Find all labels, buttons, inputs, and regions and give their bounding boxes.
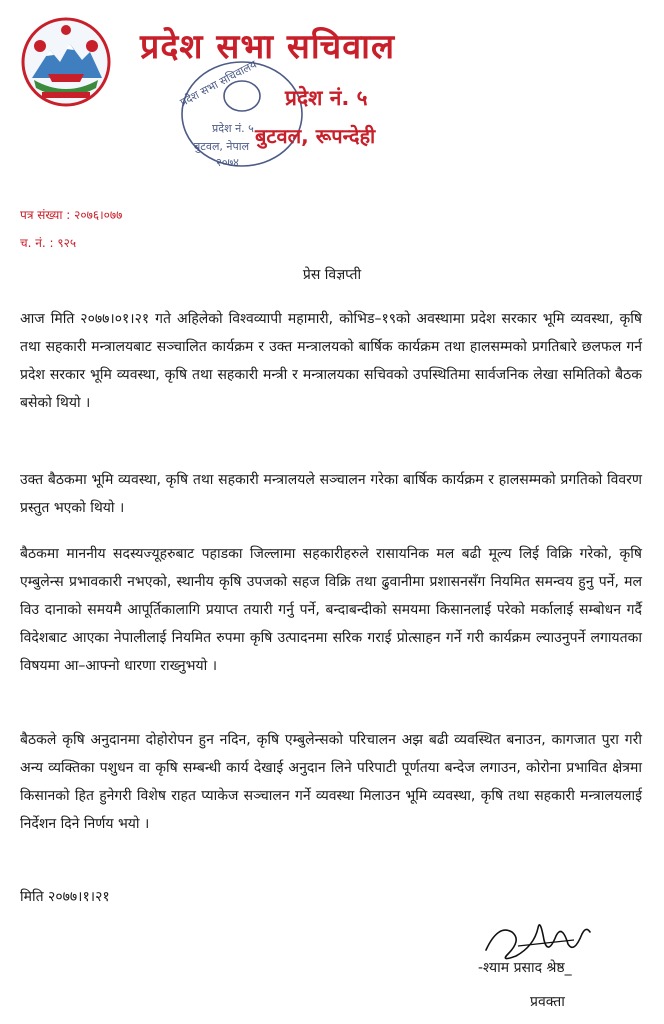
- paragraph-4: बैठकले कृषि अनुदानमा दोहोरोपन हुन नदिन, कृषि एम्बुलेन्सको परिचालन अझ बढी व्यवस्थित बनाउन, कागजात पुरा गरी अन्य व्यक्तिका पशुधन वा कृषि सम्बन्धी कार्य देखाई अनुदान लिने परिपाटी पूर्णतया बन्देज लगाउन, कोरोना प्रभावित क्षेत्रमा किसानको हित हुनेगरी विशेष राहत प्याकेज सञ्चालन गर्ने व्यवस्था मिलाउन भूमि व्यवस्था, कृषि तथा सहकारी मन्त्रालयलाई निर्देशन दिने निर्णय भयो ।: [20, 732, 642, 832]
- seal-text-year: २०७४: [216, 156, 239, 169]
- office-title: प्रदेश सभा सचिवाल: [140, 27, 396, 67]
- paragraph-1: आज मिति २०७७।०१।२१ गते अहिलेको विश्वव्यापी महामारी, कोभिड–१९को अवस्थामा प्रदेश सरकार भूमि व्यवस्था, कृषि तथा सहकारी मन्त्रालयबाट सञ्चालित कार्यक्रम र उक्त मन्त्रालयको बार्षिक कार्यक्रम तथा हालसम्मको प्रगतिबारे छलफल गर्न प्रदेश सरकार भूमि व्यवस्था, कृषि तथा सहकारी मन्त्री र मन्त्रालयका सचिवको उपस्थितिमा सार्वजनिक लेखा समितिको बैठक बसेको थियो ।: [20, 311, 642, 411]
- dispatch-number: च. नं. : ९२५: [20, 236, 77, 250]
- round-office-seal-icon: [172, 56, 312, 176]
- seal-text-province: प्रदेश नं. ५: [212, 122, 254, 135]
- signatory-role: प्रवक्ता: [530, 994, 565, 1010]
- paragraph-2: उक्त बैठकमा भूमि व्यवस्था, कृषि तथा सहकारी मन्त्रालयले सञ्चालन गरेका बार्षिक कार्यक्रम र हालसम्मको प्रगतिको विवरण प्रस्तुत भएको थियो ।: [20, 472, 642, 516]
- press-release-heading: प्रेस विज्ञप्ती: [302, 267, 362, 283]
- letter-number: पत्र संख्या : २०७६।०७७: [20, 208, 123, 222]
- paragraph-3: बैठकमा माननीय सदस्यज्यूहरुबाट पहाडका जिल्लामा सहकारीहरुले रासायनिक मल बढी मूल्य लिई विक्रि गरेको, कृषि एम्बुलेन्स प्रभावकारी नभएको, स्थानीय कृषि उपजको सहज विक्रि तथा ढुवानीमा प्रशासनसँग नियमित समन्वय हुनु पर्ने, मल विउ दानाको समयमै आपूर्तिकालागि प्रयाप्त तयारी गर्नु पर्ने, बन्दाबन्दीको समयमा किसानलाई परेको मर्कालाई सम्बोधन गर्दै विदेशबाट आएका नेपालीलाई नियमित रुपमा कृषि उत्पादनमा सरिक गराई प्रोत्साहन गर्ने गरी कार्यक्रम ल्याउनुपर्ने लगायतका विषयमा आ–आफ्नो धारणा राख्नुभयो ।: [20, 546, 642, 674]
- province-label: प्रदेश नं. ५: [285, 86, 368, 110]
- location-label: बुटवल, रूपन्देही: [255, 124, 376, 148]
- nepal-emblem-icon: [20, 16, 112, 108]
- seal-text-place: बुटवल, नेपाल: [194, 140, 250, 153]
- seal-text-arc: प्रदेश सभा सचिवालय: [177, 57, 259, 109]
- signatory-name: -श्याम प्रसाद श्रेष्ठ_: [478, 960, 572, 976]
- release-date: मिति २०७७।१।२१: [20, 889, 110, 905]
